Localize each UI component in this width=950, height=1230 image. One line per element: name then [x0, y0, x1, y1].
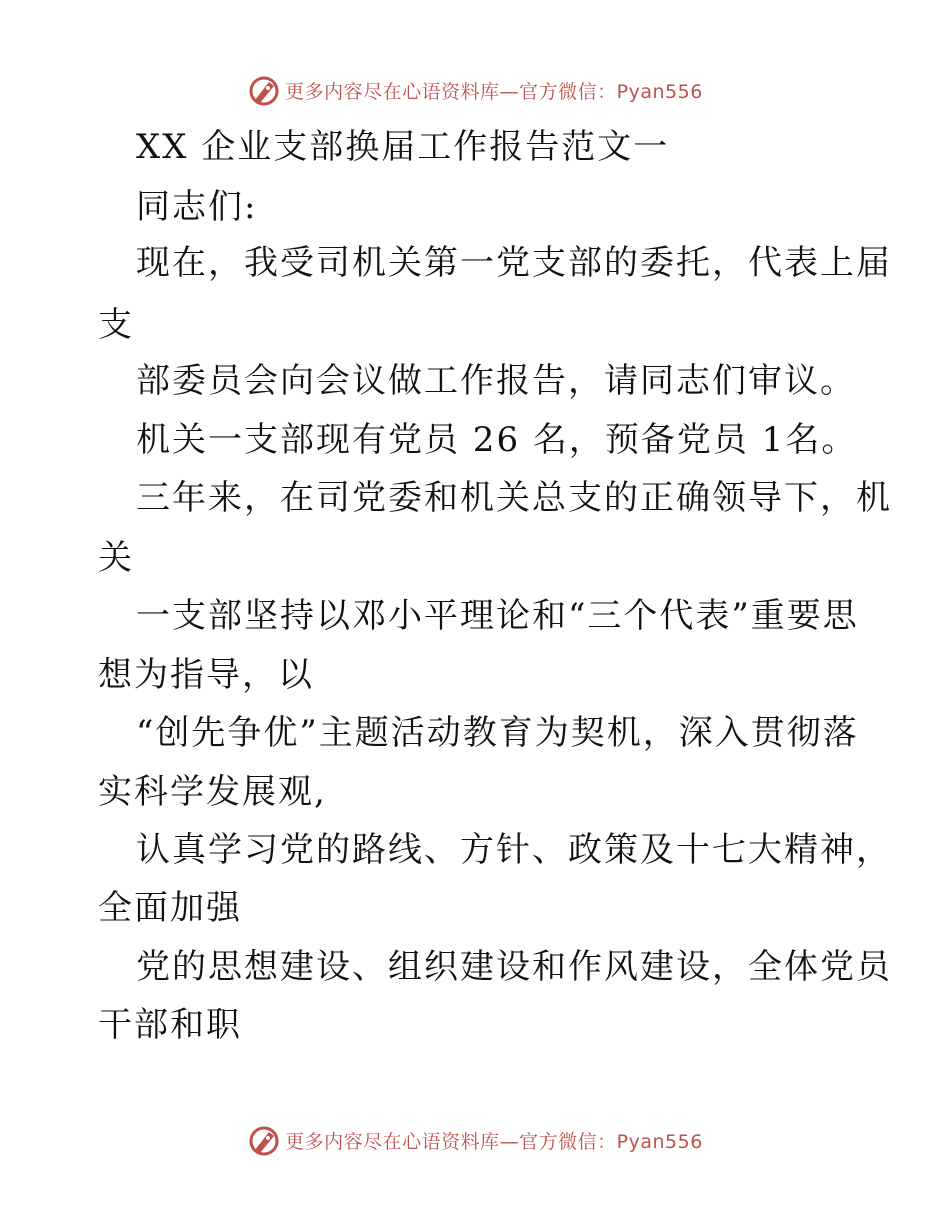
text-line: 现在，我受司机关第一党支部的委托，代表上届: [136, 243, 892, 283]
document-title: XX 企业支部换届工作报告范文一: [136, 127, 670, 167]
watermark-text: 更多内容尽在心语资料库—官方微信：Pyan556: [285, 1130, 703, 1153]
text-line: 想为指导，以: [98, 655, 314, 695]
text-line: 党的思想建设、组织建设和作风建设，全体党员: [136, 947, 892, 987]
text-line: 全面加强: [98, 888, 242, 928]
text-line: 实科学发展观,: [98, 772, 327, 812]
text-line: 关: [98, 538, 134, 578]
pen-nib-seal-icon: [247, 1123, 281, 1157]
text-line: 机关一支部现有党员 26 名，预备党员 1名。: [136, 420, 858, 460]
watermark-text: 更多内容尽在心语资料库—官方微信：Pyan556: [285, 80, 703, 103]
text-line: 三年来，在司党委和机关总支的正确领导下，机: [136, 478, 892, 518]
text-line: 认真学习党的路线、方针、政策及十七大精神，: [136, 830, 892, 870]
text-line: 部委员会向会议做工作报告，请同志们审议。: [136, 361, 856, 401]
text-line: 一支部坚持以邓小平理论和“三个代表”重要思: [136, 596, 859, 636]
salutation: 同志们:: [136, 187, 258, 227]
text-line: 支: [98, 305, 134, 345]
text-line: 干部和职: [98, 1005, 242, 1045]
text-line: “创先争优”主题活动教育为契机，深入贯彻落: [136, 713, 859, 753]
footer-watermark: [0, 1120, 950, 1160]
